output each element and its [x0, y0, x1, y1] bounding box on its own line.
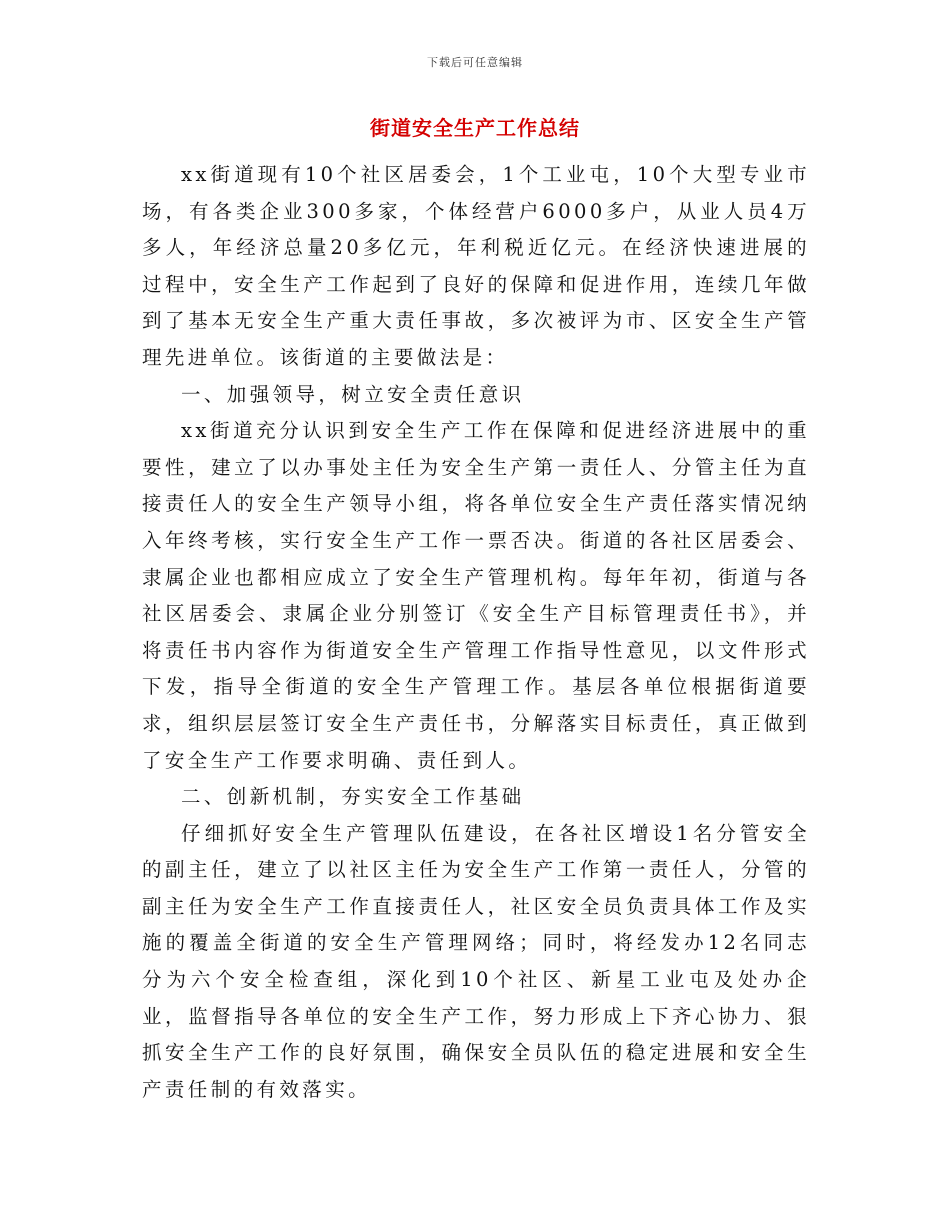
paragraph-intro: xx街道现有10个社区居委会，1个工业屯，10个大型专业市场，有各类企业300多家，个体经营户6000多户，从业人员4万多人，年经济总量20多亿元，年利税近亿元。在经济快速进展的过程中，安全生产工作起到了良好的保障和促进作用，连续几年做到了基本无安全生产重大责任事故，多次被评为市、区安全生产管理先进单位。该街道的主要做法是：	[142, 163, 810, 369]
paragraph-section-2: 仔细抓好安全生产管理队伍建设，在各社区增设1名分管安全的副主任，建立了以社区主任为安全生产工作第一责任人，分管的副主任为安全生产工作直接责任人，社区安全员负责具体工作及实施的覆盖全街道的安全生产管理网络；同时，将经发办12名同志分为六个安全检查组，深化到10个社区、新星工业屯及处办企业，监督指导各单位的安全生产工作，努力形成上下齐心协力、狠抓安全生产工作的良好氛围，确保安全员队伍的稳定进展和安全生产责任制的有效落实。	[142, 821, 810, 1101]
section-heading-1: 一、加强领导，树立安全责任意识	[181, 382, 525, 406]
header-note: 下载后可任意编辑	[427, 56, 523, 69]
document-body	[142, 157, 810, 1108]
document-title: 街道安全生产工作总结	[370, 116, 580, 140]
paragraph-section-1: xx街道充分认识到安全生产工作在保障和促进经济进展中的重要性，建立了以办事处主任为安全生产第一责任人、分管主任为直接责任人的安全生产领导小组，将各单位安全生产责任落实情况纳入年终考核，实行安全生产工作一票否决。街道的各社区居委会、隶属企业也都相应成立了安全生产管理机构。每年年初，街道与各社区居委会、隶属企业分别签订《安全生产目标管理责任书》，并将责任书内容作为街道安全生产管理工作指导性意见，以文件形式下发，指导全街道的安全生产管理工作。基层各单位根据街道要求，组织层层签订安全生产责任书，分解落实目标责任，真正做到了安全生产工作要求明确、责任到人。	[142, 419, 810, 772]
section-heading-2: 二、创新机制，夯实安全工作基础	[181, 785, 525, 809]
